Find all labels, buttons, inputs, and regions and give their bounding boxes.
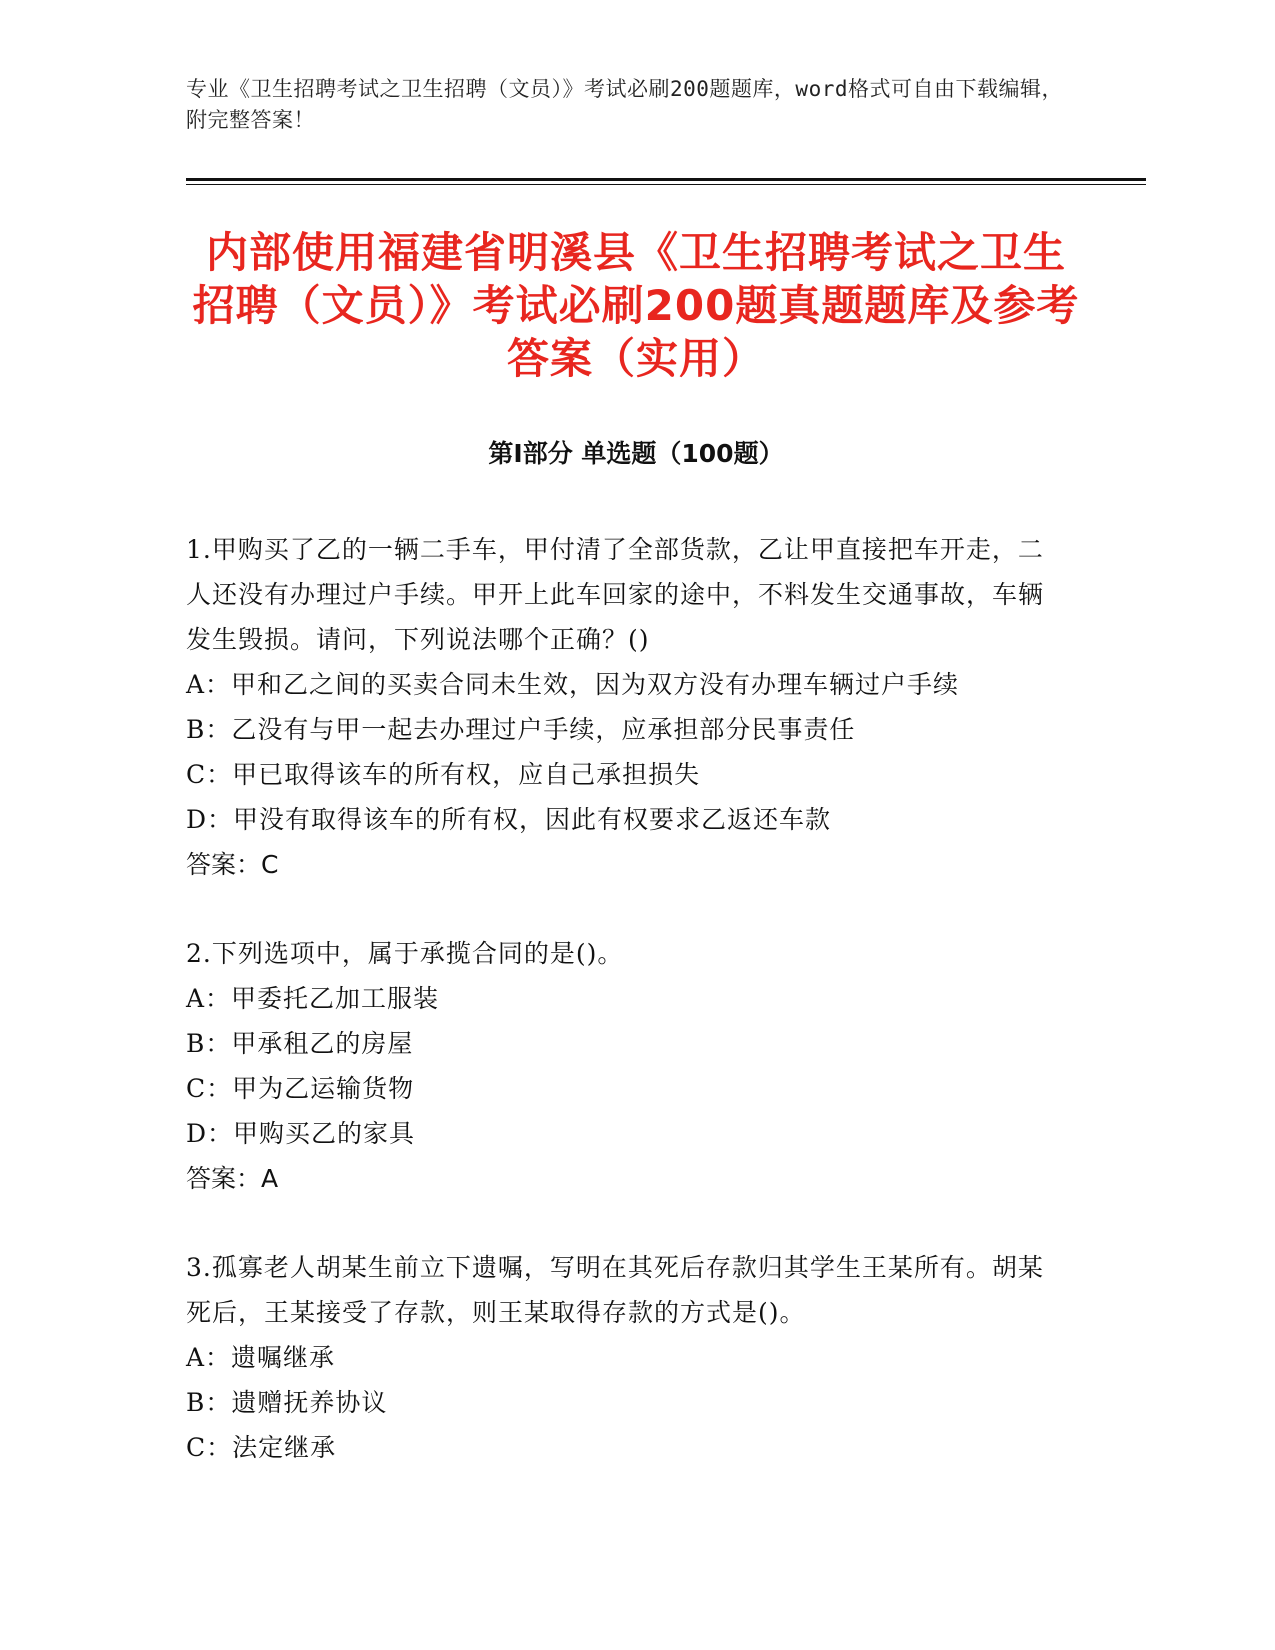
document-title: 内部使用福建省明溪县《卫生招聘考试之卫生招聘（文员）》考试必刷200题真题题库及参考答案（实用）: [192, 228, 1080, 383]
question-text: 1.甲购买了乙的一辆二手车，甲付清了全部货款，乙让甲直接把车开走，二人还没有办理过户手续。甲开上此车回家的途中，不料发生交通事故，车辆发生毁损。请问，下列说法哪个正确？(): [186, 535, 1045, 654]
option-b: B：乙没有与甲一起去办理过户手续，应承担部分民事责任: [186, 715, 856, 744]
option-a: A：遗嘱继承: [186, 1343, 336, 1372]
question-text: 3.孤寡老人胡某生前立下遗嘱，写明在其死后存款归其学生王某所有。胡某死后，王某接受了存款，则王某取得存款的方式是()。: [186, 1253, 1044, 1327]
question-item-2: [186, 931, 1066, 1201]
header-note: 专业《卫生招聘考试之卫生招聘（文员）》考试必刷200题题库，word格式可自由下载编辑，附完整答案！: [186, 77, 1063, 132]
section-title: 第I部分 单选题（100题）: [488, 439, 784, 468]
question-item-1: [186, 527, 1066, 887]
question-item-3: [186, 1245, 1066, 1470]
question-list: [186, 527, 1066, 1514]
option-b: B：遗赠抚养协议: [186, 1388, 388, 1417]
header-divider-thick: [186, 178, 1146, 181]
answer-line: 答案：A: [186, 1164, 279, 1193]
option-c: C：甲已取得该车的所有权，应自己承担损失: [186, 760, 701, 789]
option-c: C：法定继承: [186, 1433, 337, 1462]
option-d: D：甲没有取得该车的所有权，因此有权要求乙返还车款: [186, 805, 832, 834]
option-d: D：甲购买乙的家具: [186, 1119, 416, 1148]
option-b: B：甲承租乙的房屋: [186, 1029, 414, 1058]
option-c: C：甲为乙运输货物: [186, 1074, 415, 1103]
answer-line: 答案：C: [186, 850, 279, 879]
question-text: 2.下列选项中，属于承揽合同的是()。: [186, 939, 624, 968]
option-a: A：甲委托乙加工服装: [186, 984, 440, 1013]
header-divider-thin: [186, 184, 1146, 185]
option-a: A：甲和乙之间的买卖合同未生效，因为双方没有办理车辆过户手续: [186, 670, 960, 699]
